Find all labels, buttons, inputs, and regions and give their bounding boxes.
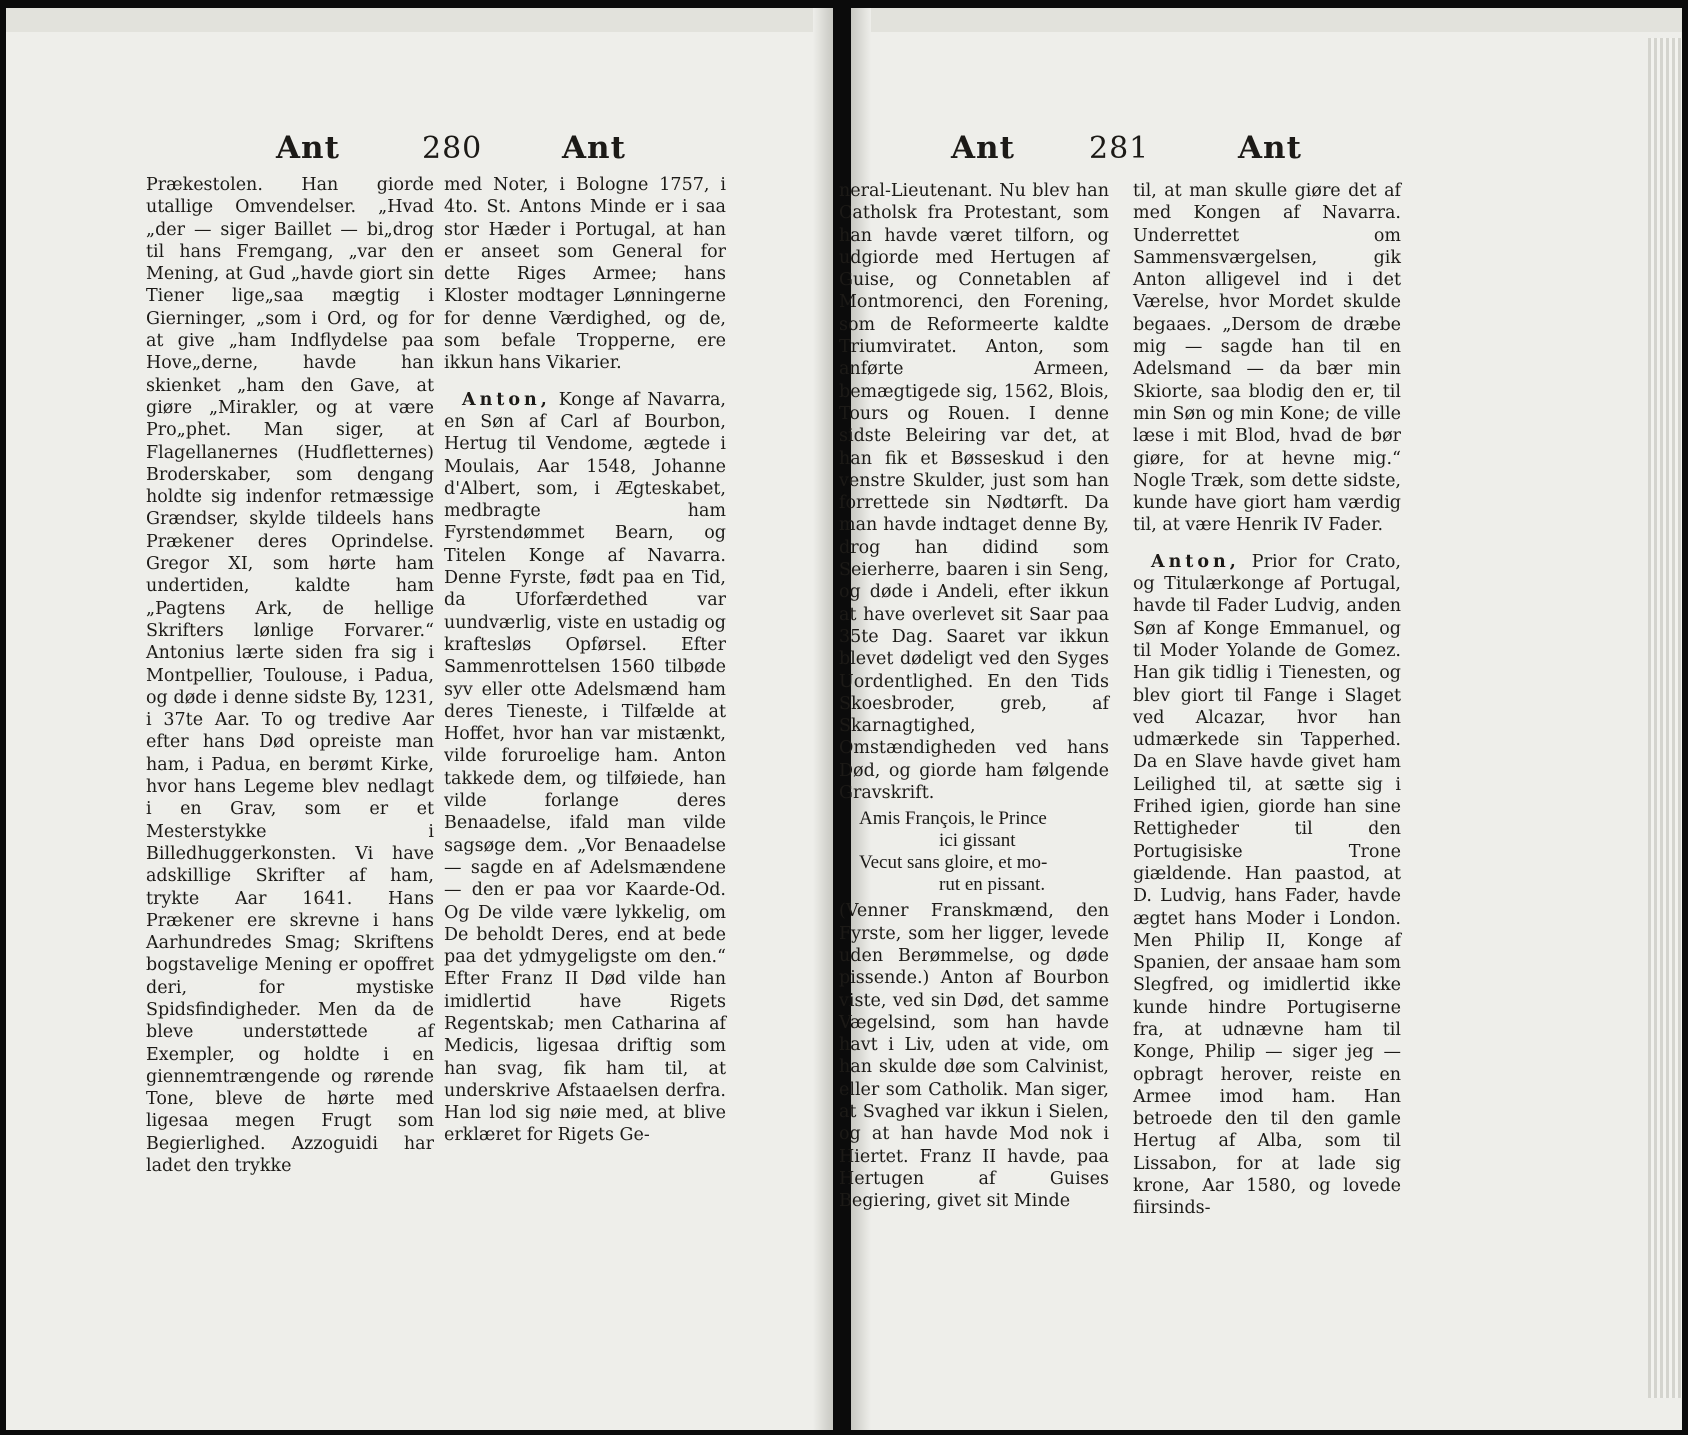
right-page (839, 8, 1682, 1430)
left-page (6, 8, 833, 1430)
right-page-column-2 (1133, 180, 1401, 1220)
paragraph: (Venner Franskmænd, den Fyrste, som her ligger, levede uden Berømmelse, og døde pissende.) Anton af Bourbon viste, ved sin Død, det samme Vægelsind, som han havde havt i Liv, uden at vide, om han skulde døe som Calvinist, eller som Catholik. Man siger, at Svaghed var ikkun i Sielen, og at han havde Mod nok i Hiertet. Franz II havde, paa Hertugen af Guises Begiering, givet sit Minde (839, 901, 1109, 1212)
running-head-right (1238, 118, 1302, 178)
paragraph: med Noter, i Bologne 1757, i 4to. St. Antons Minde er i saa stor Hæder i Portugal, at han er anseet som General for dette Riges Armee; hans Kloster modtager Lønningerne for denne Værdighed, og de, som befale Tropperne, ere ikkun hans Vikarier. (444, 175, 726, 374)
entry-headword: Anton, (462, 389, 551, 410)
paragraph: neral-Lieutenant. Nu blev han Catholsk fra Protestant, som han havde været tilforn, og udgiorde med Hertugen af Guise, og Connetablen af Montmorenci, den Forening, som de Reformeerte kaldte Triumviratet. Anton, som anførte Armeen, bemægtigede sig, 1562, Blois, Tours og Rouen. I denne sidste Beleiring var det, at han fik et Bøsseskud i den venstre Skulder, just som han forrettede sin Nødtørft. Da man havde indtaget denne By, drog han didind som Seierherre, baaren i sin Seng, og døde i Andeli, efter ikkun at have overlevet sit Saar paa 35te Dag. Saaret var ikkun blevet dødeligt ved den Syges Uordentlighed. En den Tids Skoesbroder, greb, af Skarnagtighed, Omstændigheden ved hans Død, og giorde ham følgende Gravskrift. (839, 181, 1109, 804)
verse-line: Amis François, le Prince (859, 808, 1047, 830)
paragraph: til, at man skulle giøre det af med Kongen af Navarra. Underrettet om Sammensværgelsen, gik Anton alligevel ind i det Værelse, hvor Mordet skulde begaaes. „Dersom de dræbe mig — sagde han til en Adelsmand — da bær min Skiorte, saa blodig den er, til min Søn og min Kone; de ville læse i mit Blod, hvad de bør giøre, for at hevne mig.“ Nogle Træk, som dette sidste, kunde have giort ham værdig til, at være Henrik IV Fader. (1133, 181, 1401, 536)
page-edges (1648, 38, 1682, 1398)
running-head-word: Ant (951, 130, 1015, 166)
page-top-edge (6, 8, 833, 32)
verse-line: rut en pissant. (939, 874, 1046, 896)
page-number-text: 280 (422, 130, 483, 166)
page-number (422, 118, 482, 178)
entry-headword: Anton, (1151, 551, 1240, 572)
entry-anton-navarra (444, 389, 726, 1147)
page-top-edge (851, 8, 1682, 32)
running-head-right (562, 118, 626, 178)
page-number-text: 281 (1089, 130, 1150, 166)
gutter-shadow (813, 8, 833, 1430)
entry-text: Prior for Crato, og Titulærkonge af Portugal, havde til Fader Ludvig, anden Søn af Konge Emmanuel, og til Moder Yolande de Gomez. Han gik tidlig i Tienesten, og blev giort til Fange i Slaget ved Alcazar, hvor han udmærkede sin Tapperhed. Da en Slave havde givet ham Leilighed til, at sætte sig i Frihed igien, giorde han sine Rettigheder til den Portugisiske Trone giældende. Han paastod, at D. Ludvig, hans Fader, havde ægtet hans Moder i London. Men Philip II, Konge af Spanien, der ansaae ham som Slegfred, og imidlertid ikke kunde hindre Portugiserne fra, at udnævne ham til Konge, Philip — siger jeg — opbragt herover, reiste en Armee imod ham. Han betroede den til den gamle Hertug af Alba, som til Lissabon, for at lade sig krone, Aar 1580, og lovede fiirsinds- (1133, 551, 1401, 1219)
left-page-column-1 (146, 174, 434, 1177)
paragraph: Prækestolen. Han giorde utallige Omvendelser. „Hvad „der — siger Baillet — bi„drog til hans Fremgang, „var den Mening, at Gud „havde giort sin Tiener lige„saa mægtig i Gierninger, „som i Ord, og for at give „ham Indflydelse paa Hove„derne, havde han skienket „ham den Gave, at giøre „Mirakler, og at være Pro„phet. Man siger, at Flagellanernes (Hudfletternes) Broderskaber, som dengang holdte sig indenfor retmæssige Grændser, skylde tildeels hans Prækener deres Oprindelse. Gregor XI, som hørte ham undertiden, kaldte ham „Pagtens Ark, de hellige Skrifters lønlige Forvarer.“ Antonius lærte siden fra sig i Montpellier, Toulouse, i Padua, og døde i denne sidste By, 1231, i 37te Aar. To og tredive Aar efter hans Død opreiste man ham, i Padua, en berømt Kirke, hvor hans Legeme blev nedlagt i en Grav, som er et Mesterstykke i Billedhuggerkonsten. Vi have adskillige Skrifter af ham, trykte Aar 1641. Hans Prækener ere skrevne i hans Aarhundredes Smag; Skriftens bogstavelige Mening er opoffret deri, for mystiske Spidsfindigheder. Men da de bleve understøttede af Exempler, og holdte i en giennemtrængende og rørende Tone, bleve de hørte med ligesaa megen Frugt som Begierlighed. Azzoguidi har ladet den trykke (146, 175, 434, 1177)
verse-line: ici gissant (939, 830, 1016, 852)
running-head-word: Ant (276, 130, 340, 166)
entry-anton-crato (1133, 551, 1401, 1220)
right-page-column-1 (839, 180, 1109, 1212)
page-number (1089, 118, 1149, 178)
verse-line: Vecut sans gloire, et mo- (859, 852, 1048, 874)
left-page-column-2 (444, 174, 726, 1147)
running-head-left (276, 118, 340, 178)
entry-text: Konge af Navarra, en Søn af Carl af Bourbon, Hertug til Vendome, ægtede i Moulais, Aar 1548, Johanne d'Albert, som, i Ægteskabet, medbragte ham Fyrstendømmet Bearn, og Titelen Konge af Navarra. Denne Fyrste, født paa en Tid, da Uforfærdethed var uundværlig, viste en ustadig og kraftesløs Opførsel. Efter Sammenrottelsen 1560 tilbøde syv eller otte Adelsmænd ham deres Tieneste, i Tilfælde at Hoffet, hvor han var mistænkt, vilde foruroelige ham. Anton takkede dem, og tilføiede, han vilde forlange deres Benaadelse, ifald man vilde sagsøge dem. „Vor Benaadelse — sagde en af Adelsmændene — den er paa vor Kaarde-Od. Og De vilde være lykkelig, om De beholdt Deres, end at bede paa det ydmygeligste om den.“ Efter Franz II Død vilde han imidlertid have Rigets Regentskab; men Catharina af Medicis, ligesaa driftig som han svag, fik ham til, at underskrive Afstaaelsen derfra. Han lod sig nøie med, at blive erklæret for Rigets Ge- (444, 389, 726, 1146)
running-head-word: Ant (562, 130, 626, 166)
running-head-left (951, 118, 1015, 178)
running-head-word: Ant (1238, 130, 1302, 166)
epitaph-verse (839, 808, 1109, 896)
